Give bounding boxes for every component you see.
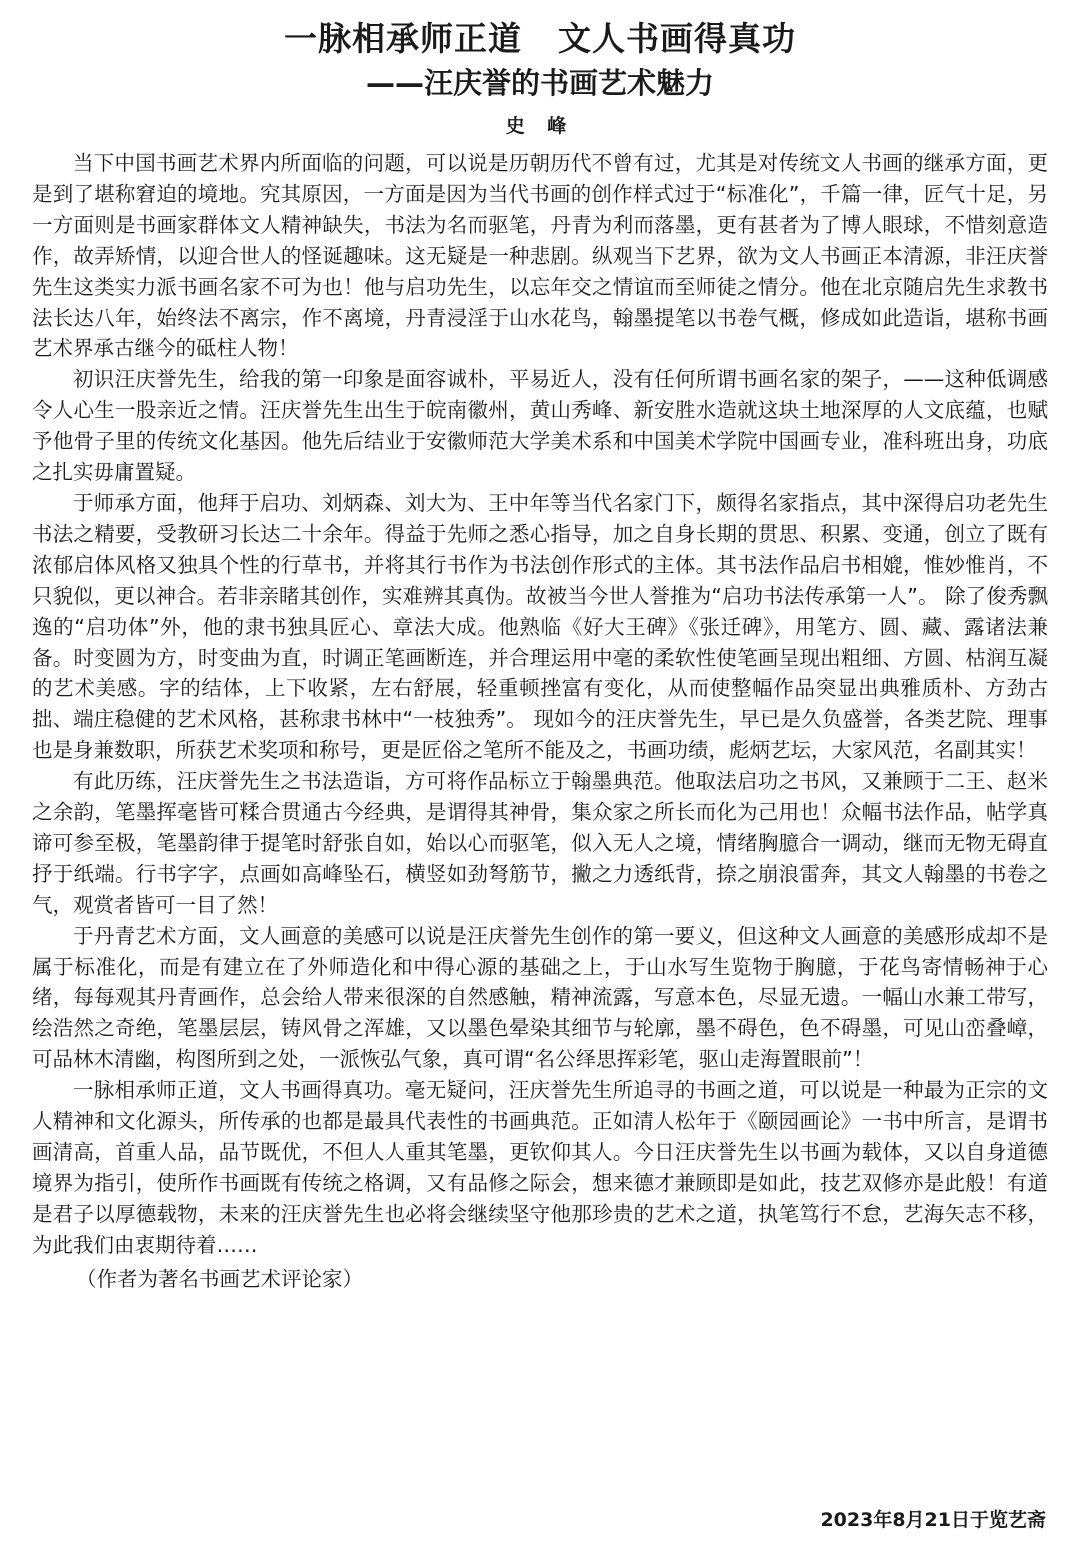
article-subtitle: ——汪庆誉的书画艺术魅力 xyxy=(365,66,714,100)
signature-date: 2023年8月21日于览艺斋 xyxy=(820,1509,1046,1531)
paragraph-2: 初识汪庆誉先生，给我的第一印象是面容诚朴，平易近人，没有任何所谓书画名家的架子，——这种低调感令人心生一股亲近之情。汪庆誉先生出生于皖南徽州，黄山秀峰、新安胜水造就这块土地深厚的人文底蕴，也赋予他骨子里的传统文化基因。他先后结业于安徽师范大学美术系和中国美术学院中国画专业，准科班出身，功底之扎实毋庸置疑。 xyxy=(32,367,1048,485)
article-title xyxy=(32,16,1048,62)
paragraph-3: 于师承方面，他拜于启功、刘炳森、刘大为、王中年等当代名家门下，颇得名家指点，其中深得启功老先生书法之精要，受教研习长达二十余年。得益于先师之悉心指导，加之自身长期的贯思、积累、变通，创立了既有浓郁启体风格又独具个性的行草书，并将其行书作为书法创作形式的主体。其书法作品启书相媲，惟妙惟肖，不只貌似，更以神合。若非亲睹其创作，实难辨其真伪。故被当今世人誉推为“启功书法传承第一人”。 除了俊秀飘逸的“启功体”外，他的隶书独具匠心、章法大成。他熟临《好大王碑》《张迁碑》，用笔方、圆、藏、露诸法兼备。时变圆为方，时变曲为直，时调正笔画断连，并合理运用中毫的柔软性使笔画呈现出粗细、方圆、枯润互凝的艺术美感。字的结体，上下收紧，左右舒展，轻重顿挫富有变化，从而使整幅作品突显出典雅质朴、方劲古拙、端庄稳健的艺术风格，甚称隶书林中“一枝独秀”。 现如今的汪庆誉先生，早已是久负盛誉，各类艺院、理事也是身兼数职，所获艺术奖项和称号，更是匠俗之笔所不能及之，书画功绩，彪炳艺坛，大家风范，名副其实！ xyxy=(32,490,1048,763)
author-name: 史 峰 xyxy=(505,115,575,137)
paragraph-1: 当下中国书画艺术界内所面临的问题，可以说是历朝历代不曾有过，尤其是对传统文人书画的继承方面，更是到了堪称窘迫的境地。究其原因，一方面是因为当代书画的创作样式过于“标准化”，千篇一律，匠气十足，另一方面则是书画家群体文人精神缺失，书法为名而驱笔，丹青为利而落墨，更有甚者为了博人眼球，不惜刻意造作，故弄矫情，以迎合世人的怪诞趣味。这无疑是一种悲剧。纵观当下艺界，欲为文人书画正本清源，非汪庆誉先生这类实力派书画名家不可为也！他与启功先生，以忘年交之情谊而至师徒之情分。他在北京随启先生求教书法长达八年，始终法不离宗，作不离境，丹青浸淫于山水花鸟，翰墨提笔以书卷气概，修成如此造诣，堪称书画艺术界承古继今的砥柱人物！ xyxy=(32,151,1048,361)
paragraph-5: 于丹青艺术方面，文人画意的美感可以说是汪庆誉先生创作的第一要义，但这种文人画意的美感形成却不是属于标准化，而是有建立在了外师造化和中得心源的基础之上，于山水写生览物于胸臆，于花鸟寄情畅神于心绪，每每观其丹青画作，总会给人带来很深的自然感触，精神流露，写意本色，尽显无遗。一幅山水兼工带写，绘浩然之奇绝，笔墨层层，铸风骨之浑雄，又以墨色晕染其细节与轮廓，墨不碍色，色不碍墨，可见山峦叠嶂，可品林木清幽，构图所到之处，一派恢弘气象，真可谓“名公绎思挥彩笔，驱山走海置眼前”！ xyxy=(32,923,1048,1072)
paragraph-4: 有此历练，汪庆誉先生之书法造诣，方可将作品标立于翰墨典范。他取法启功之书风，又兼顾于二王、赵米之余韵，笔墨挥毫皆可糅合贯通古今经典，是谓得其神骨，集众家之所长而化为己用也！众幅书法作品，帖学真谛可参至极，笔墨韵律于提笔时舒张自如，始以心而驱笔，似入无人之境，情绪胸臆合一调动，继而无物无碍直抒于纸端。行书字字，点画如高峰坠石，横竖如劲弩筋节，撇之力透纸背，捺之崩浪雷奔，其文人翰墨的书卷之气，观赏者皆可一目了然！ xyxy=(32,769,1048,917)
author-note: （作者为著名书画艺术评论家） xyxy=(76,1266,363,1291)
article-body xyxy=(32,148,1048,1261)
paragraph-6: 一脉相承师正道，文人书画得真功。毫无疑问，汪庆誉先生所追寻的书画之道，可以说是一种最为正宗的文人精神和文化源头，所传承的也都是最具代表性的书画典范。正如清人松年于《颐园画论》一书中所言，是谓书画清高，首重人品，品节既优，不但人人重其笔墨，更钦仰其人。今日汪庆誉先生以书画为载体，又以自身道德境界为指引，使所作书画既有传统之格调，又有品修之际会，想来德才兼顾即是如此，技艺双修亦是此般！有道是君子以厚德载物，未来的汪庆誉先生也必将会继续坚守他那珍贵的艺术之道，执笔笃行不怠，艺海矢志不移，为此我们由衷期待着…… xyxy=(32,1078,1048,1257)
title-right: 文人书画得真功 xyxy=(558,19,796,58)
title-left: 一脉相承师正道 xyxy=(284,19,522,58)
